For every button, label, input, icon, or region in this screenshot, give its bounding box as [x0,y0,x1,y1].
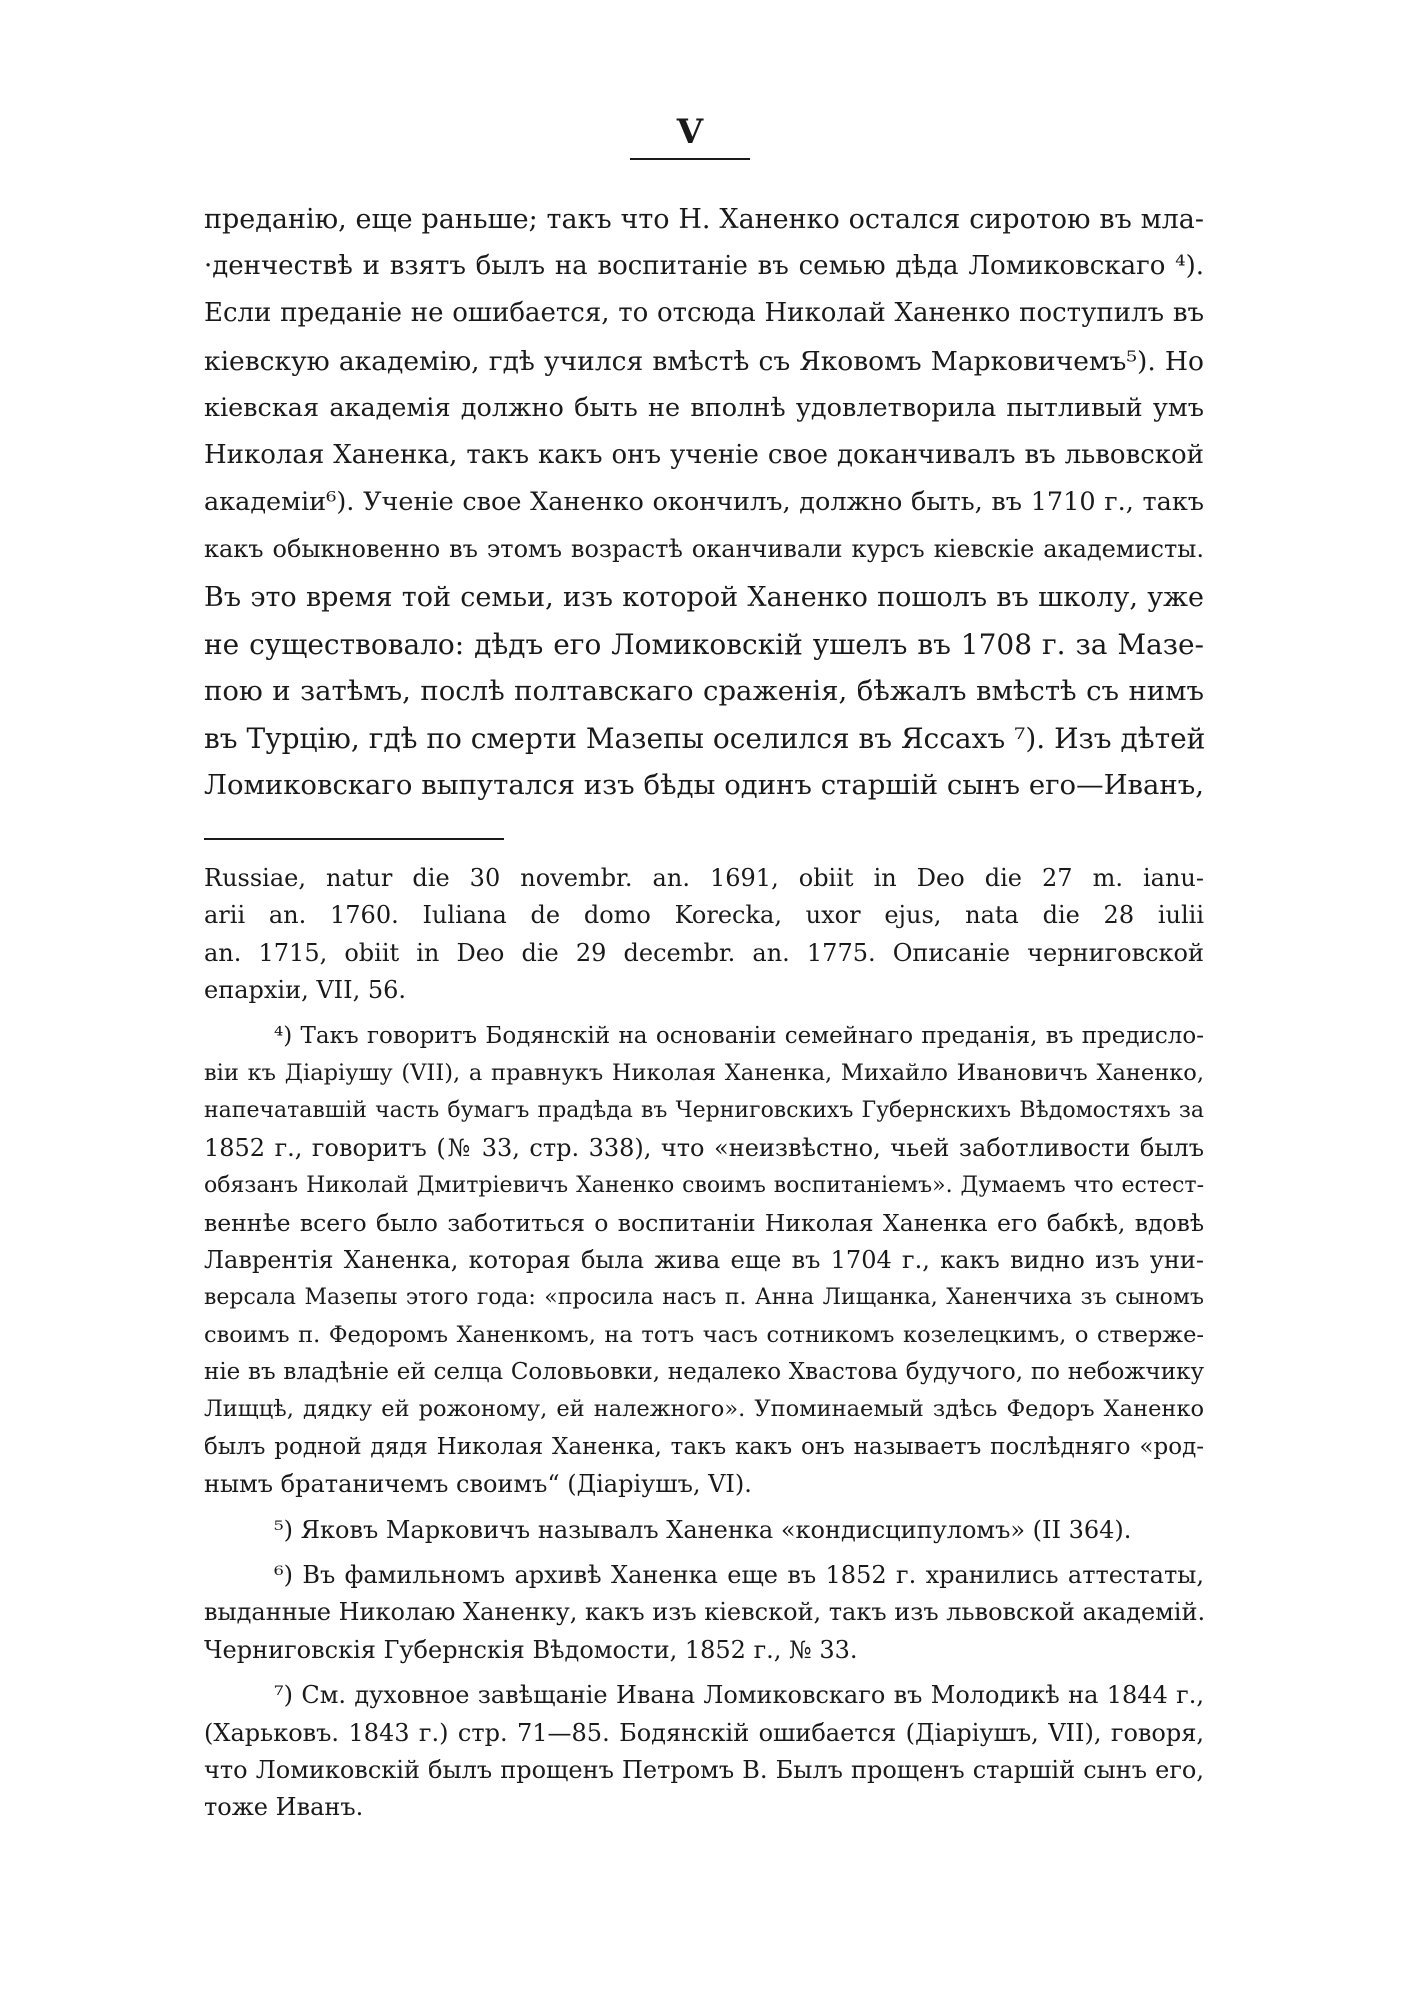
footnote-line: былъ родной дядя Николая Ханенка, такъ какъ онъ называетъ послѣдняго «род- [204,1433,1204,1460]
footnote-line: ⁵) Яковъ Марковичъ называлъ Ханенка «кондисципуломъ» (II 364). [274,1515,1132,1544]
footnote-line: arii an. 1760. Iuliana de domo Korecka, uxor ejus, nata die 28 iulii [204,901,1204,930]
footnote-line: своимъ п. Федоромъ Ханенкомъ, на тотъ часъ сотникомъ козелецкимъ, о стверже- [204,1321,1204,1348]
footnote-line: ніе въ владѣніе ей селца Соловьовки, недалеко Хвастова будучого, по небожчику [204,1359,1204,1386]
text-line: кіевская академія должно быть не вполнѣ удовлетворила пытливый умъ [204,392,1204,423]
footnote-line: Лаврентія Ханенка, которая была жива еще въ 1704 г., какъ видно изъ уни- [204,1245,1204,1274]
page-number: V [676,112,704,152]
footnote-line: 1852 г., говоритъ (№ 33, стр. 338), что «неизвѣстно, чьей заботливости былъ [204,1133,1204,1162]
footnote-line: an. 1715, obiit in Deo die 29 decembr. an. 1775. Описаніе черниговской [204,938,1204,967]
text-line: кіевскую академію, гдѣ учился вмѣстѣ съ Яковомъ Марковичемъ⁵). Но [204,345,1204,377]
footnote-continuation [204,860,1204,1010]
footnote-line: епархіи, VII, 56. [204,976,407,1005]
footnote-line: тоже Иванъ. [204,1793,364,1822]
footnote-6 [204,1557,1204,1669]
main-text [204,196,1204,809]
footnote-line: ⁷) См. духовное завѣщаніе Ивана Ломиковскаго въ Молодикѣ на 1844 г., [274,1681,1204,1710]
text-line: пою и затѣмъ, послѣ полтавскаго сраженія, бѣжалъ вмѣстѣ съ нимъ [204,674,1204,707]
footnote-line: выданные Николаю Ханенку, какъ изъ кіевской, такъ изъ львовской академій. [204,1598,1206,1627]
footnote-5 [204,1512,1204,1549]
footnote-line: веннѣе всего было заботиться о воспитаніи Николая Ханенка его бабкѣ, вдовѣ [204,1208,1204,1237]
text-line: Николая Ханенка, такъ какъ онъ ученіе свое доканчивалъ въ львовской [204,439,1204,470]
footnote-line: Лищцѣ, дядку ей рожоному, ей належного». Упоминаемый здѣсь Федоръ Ханенко [204,1396,1204,1423]
text-line: Ломиковскаго выпутался изъ бѣды одинъ старшій сынъ его—Иванъ, [204,769,1204,802]
footnote-7 [204,1677,1204,1827]
text-line: ·денчествѣ и взятъ былъ на воспитаніе въ семью дѣда Ломиковскаго ⁴). [204,251,1204,282]
page-number-rule [630,158,750,160]
footnote-line: версала Мазепы этого года: «просила насъ п. Анна Лищанка, Ханенчиха зъ сыномъ [204,1285,1204,1311]
footnote-line: Russiae, natur die 30 novembr. an. 1691, obiit in Deo die 27 m. ianu- [204,864,1204,892]
footnotes [204,860,1204,1835]
footnote-line: что Ломиковскій былъ прощенъ Петромъ В. Былъ прощенъ старшій сынъ его, [204,1755,1204,1784]
footnote-line: нымъ братаничемъ своимъ“ (Діаріушъ, VI). [204,1470,752,1499]
footnote-line: ⁴) Такъ говоритъ Бодянскій на основаніи семейнаго преданія, въ предисло- [274,1022,1204,1049]
footnote-line: віи къ Діаріушу (VII), а правнукъ Николая Ханенка, Михайло Ивановичъ Ханенко, [204,1059,1204,1086]
text-line: Если преданіе не ошибается, то отсюда Николай Ханенко поступилъ въ [204,298,1204,329]
footnote-4 [204,1018,1204,1504]
footnote-line: (Харьковъ. 1843 г.) стр. 71—85. Бодянскій ошибается (Діаріушъ, VII), говоря, [204,1718,1204,1747]
text-line: какъ обыкновенно въ этомъ возрастѣ оканчивали курсъ кіевскіе академисты. [204,535,1204,564]
footnote-separator [204,838,504,840]
text-line: академіи⁶). Ученіе свое Ханенко окончилъ, должно быть, въ 1710 г., такъ [204,487,1204,518]
text-line: въ Турцію, гдѣ по смерти Мазепы оселился въ Яссахъ ⁷). Изъ дѣтей [204,722,1206,756]
text-line: преданію, еще раньше; такъ что Н. Ханенко остался сиротою въ мла- [204,204,1204,235]
footnote-line: напечатавшій часть бумагъ прадѣда въ Черниговскихъ Губернскихъ Вѣдомостяхъ за [204,1098,1204,1124]
text-line: не существовало: дѣдъ его Ломиковскій ушелъ въ 1708 г. за Мазе- [204,627,1204,661]
footnote-line: Черниговскія Губернскія Вѣдомости, 1852 г., № 33. [204,1635,858,1664]
footnote-line: обязанъ Николай Дмитріевичъ Ханенко своимъ воспитаніемъ». Думаемъ что естест- [204,1173,1204,1199]
footnote-line: ⁶) Въ фамильномъ архивѣ Ханенка еще въ 1852 г. хранились аттестаты, [274,1561,1204,1590]
text-line: Въ это время той семьи, изъ которой Ханенко пошолъ въ школу, уже [204,581,1204,613]
